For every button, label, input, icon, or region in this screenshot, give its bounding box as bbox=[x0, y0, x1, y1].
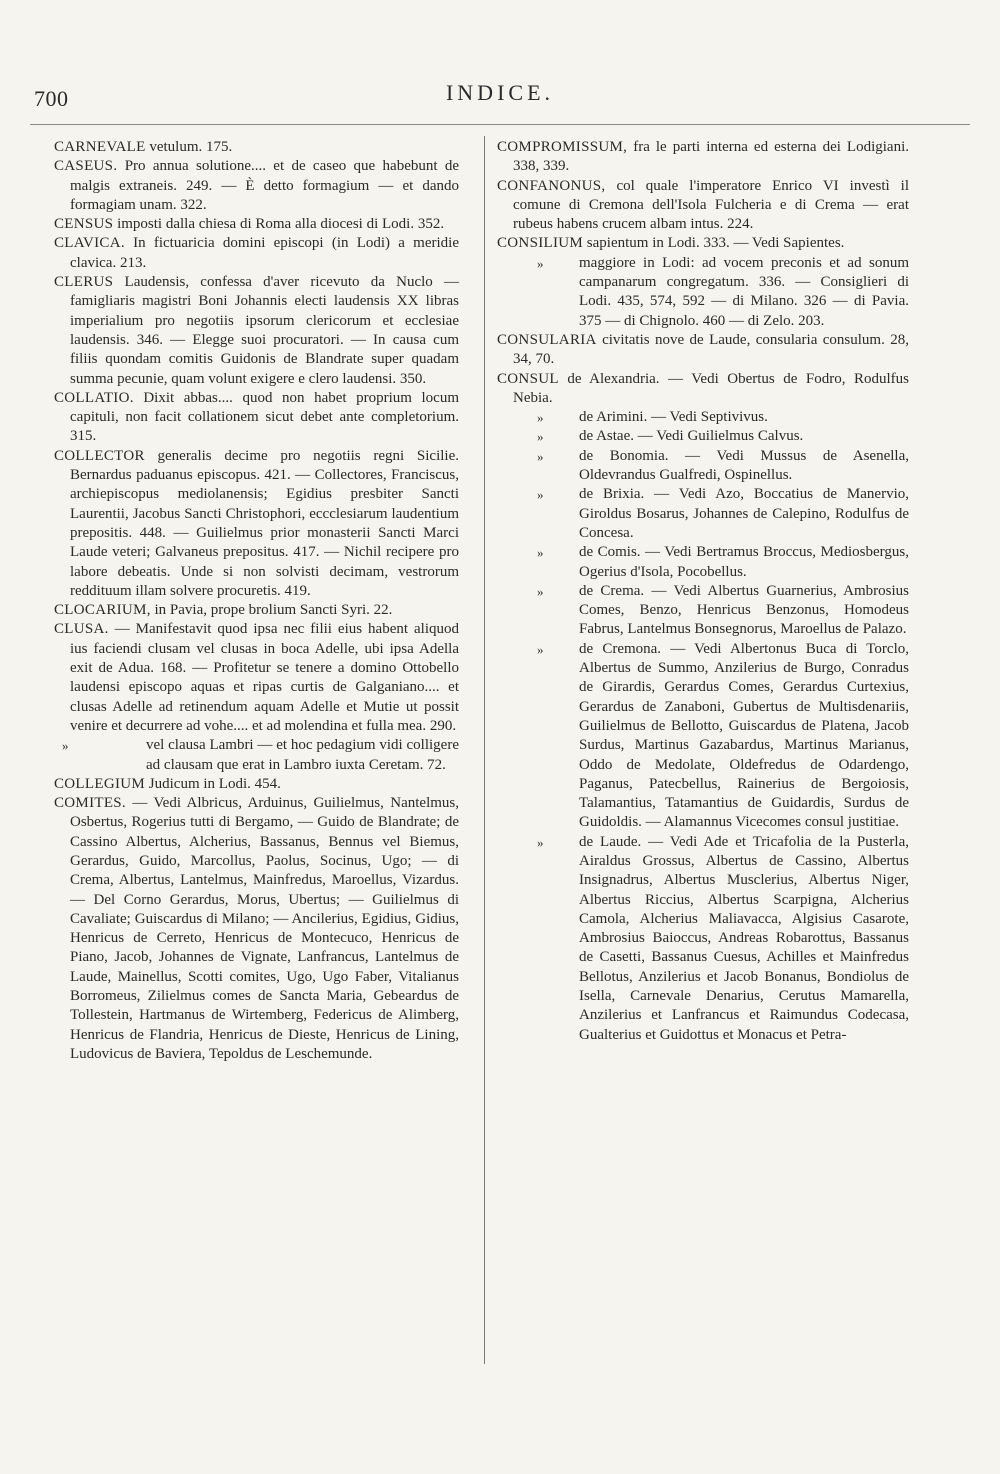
index-entry bbox=[54, 447, 459, 601]
subentry-mark: » bbox=[537, 641, 544, 657]
entry-headword: CONFANONUS, bbox=[497, 177, 606, 194]
index-entry bbox=[497, 177, 909, 235]
header-rule bbox=[30, 124, 970, 125]
subentry-text: de Comis. — Vedi Bertramus Broccus, Mediosbergus, Ogerius d'Isola, Pocobellus. bbox=[579, 544, 909, 580]
column-divider bbox=[484, 136, 485, 1364]
entry-text: generalis decime pro negotiis regni Sicilie. Bernardus paduanus episcopus. 421. — Collectores, Franciscus, archiepiscopus mediolanensis; Egidius presbiter Sancti Laurentii, Jacobus Sancti Christophori, eccclesiarum laudentium prepositis. 448. — Guilielmus prior monasterii Sancti Marci Laude veteri; Galvaneus prepositus. 417. — Nichil recipere pro labore debeatis. Unde si non solvisti decimam, vestrorum reddituum illam solvere procuretis. 419. bbox=[70, 447, 459, 599]
subentry-mark: » bbox=[537, 583, 544, 599]
entry-text: imposti dalla chiesa di Roma alla diocesi di Lodi. 352. bbox=[113, 216, 445, 233]
index-subentry bbox=[54, 736, 459, 775]
index-entry bbox=[54, 234, 459, 273]
index-entry bbox=[54, 157, 459, 215]
subentry-text: de Arimini. — Vedi Septivivus. bbox=[579, 409, 768, 426]
left-column bbox=[54, 138, 459, 1064]
index-subentry bbox=[497, 485, 909, 543]
entry-headword: COLLECTOR bbox=[54, 447, 145, 464]
subentry-mark: » bbox=[537, 410, 544, 426]
subentry-mark: » bbox=[537, 545, 544, 561]
entry-text: — Vedi Albricus, Arduinus, Guilielmus, Nantelmus, Osbertus, Rogerius tutti di Bergamo, — Guido de Blandrate; de Cassino Albertus, Alcherius, Bassanus, Bennus vel Biemus, Gerardus, Guido, Marcollus, Paolus, Socinus, Ugo; — di Crema, Albertus, Lantelmus, Mainfredus, Maroellus, Vizardus. — Del Corno Gerardus, Morus, Ubertus; — Guilielmus di Cavaliate; Guiscardus di Milano; — Ancilerius, Egidius, Gidius, Henricus de Cerreto, Henricus de Montecuco, Henricus de Piano, Jacob, Johannes de Vignate, Lanfrancus, Lantelmus de Laude, Mainellus, Scotti comites, Ugo, Ugo Faber, Vitalianus Borromeus, Zilielmus comes de Sancta Maria, Gebeardus de Tollestein, Hartmanus de Wirtemberg, Federicus de Alimberg, Henricus de Flandria, Henricus de Dieste, Henricus de Lining, Ludovicus de Baviera, Tepoldus de Leschemunde. bbox=[70, 795, 459, 1062]
index-entry bbox=[497, 331, 909, 370]
index-entry bbox=[54, 389, 459, 447]
entry-text: vetulum. 175. bbox=[145, 139, 233, 155]
entry-text: fra le parti interna ed esterna dei Lodigiani. 338, 339. bbox=[513, 139, 909, 175]
entry-headword: COMPROMISSUM, bbox=[497, 139, 628, 155]
subentry-text: de Brixia. — Vedi Azo, Boccatius de Manervio, Giroldus Bosarus, Johannes de Calepino, Rodulfus de Concesa. bbox=[579, 486, 909, 541]
entry-text: de Alexandria. — Vedi Obertus de Fodro, Rodulfus Nebia. bbox=[513, 370, 909, 406]
subentry-text: de Bonomia. — Vedi Mussus de Asenella, Oldevrandus Gualfredi, Ospinellus. bbox=[579, 447, 909, 484]
entry-headword: CLERUS bbox=[54, 274, 114, 291]
entry-headword: CLAVICA. bbox=[54, 235, 125, 252]
subentry-text: maggiore in Lodi: ad vocem preconis et ad sonum campanarum congregatum. 336. — Consiglieri di Lodi. 435, 574, 592 — di Milano. 326 — di Pavia. 375 — di Chignolo. 460 — di Zelo. 203. bbox=[579, 254, 909, 329]
entry-headword: COMITES. bbox=[54, 795, 126, 812]
entry-text: In fictuaricia domini episcopi (in Lodi) a meridie clavica. 213. bbox=[70, 235, 459, 271]
page-number: 700 bbox=[34, 86, 69, 111]
subentry-mark: » bbox=[537, 834, 544, 850]
entry-text: in Pavia, prope brolium Sancti Syri. 22. bbox=[150, 602, 393, 619]
subentry-mark: » bbox=[537, 448, 544, 464]
subentry-mark: » bbox=[537, 429, 544, 445]
index-entry bbox=[54, 601, 459, 620]
index-subentry bbox=[497, 833, 909, 1045]
entry-text: — Manifestavit quod ipsa nec filii eius habent aliquod ius faciendi clusam vel clusas in boca Adelle, ubi ipsa Adella exit de Adua. 168. — Profitetur se tenere a domino Ottobello laudensi episcopo aquas et ripas curtis de Galganiano.... et clusas Adelle ad retinendum aquam Adelle et Mutie ut possit venire et decurrere ad vohe.... et ad molendina et fulla mea. 290. bbox=[70, 621, 459, 734]
entry-headword: CLUSA. bbox=[54, 621, 109, 638]
subentry-text: vel clausa Lambri — et hoc pedagium vidi colligere ad clausam que erat in Lambro iuxta Ceretam. 72. bbox=[146, 737, 459, 773]
index-entry bbox=[54, 794, 459, 1064]
index-entry bbox=[497, 234, 909, 253]
index-entry bbox=[54, 138, 459, 157]
entry-headword: CARNEVALE bbox=[54, 139, 146, 155]
subentry-text: de Crema. — Vedi Albertus Guarnerius, Ambrosius Comes, Benzo, Henricus Benzonus, Homodeus Fabrus, Lantelmus Bonsegnorus, Maroellus de Palazo. bbox=[579, 582, 909, 638]
entry-headword: CASEUS. bbox=[54, 158, 118, 175]
entry-headword: COLLEGIUM bbox=[54, 775, 146, 792]
index-subentry bbox=[497, 427, 909, 446]
index-entry bbox=[54, 273, 459, 389]
subentry-text: de Cremona. — Vedi Albertonus Buca di Torclo, Albertus de Summo, Anzilerius de Burgo, Conradus de Girardis, Gerardus Comes, Gerardus Curtexius, Gerardus de Zanaboni, Gubertus de Multisdenariis, Guilielmus de Bellotto, Guiscardus de Platena, Jacob Surdus, Martinus Gazabardus, Martinus Marianus, Oddo de Medolate, Oldefredus de Odardengo, Paganus, Patecbellus, Rainerius de Bergoiosis, Talamantius, Tatamantius de Guidardis, Surdus de Guidoldis. — Alamannus Vicecomes consul justitiae. bbox=[579, 640, 909, 831]
subentry-mark: » bbox=[62, 738, 69, 754]
index-subentry bbox=[497, 254, 909, 331]
index-subentry bbox=[497, 543, 909, 582]
entry-headword: COLLATIO. bbox=[54, 389, 134, 406]
subentry-text: de Laude. — Vedi Ade et Tricafolia de la Pusterla, Airaldus Grossus, Albertus de Cassino, Albertus Insignadrus, Albertus Musclerius, Albertus Niger, Albertus Riccius, Albertus Scarpigna, Alcherius Camola, Alcherius Maliavacca, Algisius Casarote, Ambrosius Baioccus, Andreas Robarottus, Bassanus de Casetti, Bassanus Cuesus, Achilles et Mainfredus Bellotus, Anzilerius et Jacob Bonanus, Bondiolus de Isella, Carnevale Denarius, Cerutus Mamarella, Anzilerius et Lanfrancus et Raimundus Codecasa, Gualterius et Guidottus et Monacus et Petra- bbox=[579, 833, 909, 1043]
entry-text: Pro annua solutione.... et de caseo que habebunt de malgis extraneis. 249. — È detto formagium — et dando formagiam unam. 322. bbox=[70, 158, 459, 213]
subentry-text: de Astae. — Vedi Guilielmus Calvus. bbox=[579, 428, 804, 445]
entry-text: Laudensis, confessa d'aver ricevuto da Nuclo — famigliaris magistri Boni Johannis electi laudensis XX libras imperialium pro negotiis ipsorum clericorum et ecclesiae laudensis. 346. — Elegge suoi procuratori. — In causa cum filiis quondam comitis Guidonis de Blandrate super quadam summa pecunie, quam volunt exigere e clero laudensi. 350. bbox=[70, 274, 459, 387]
entry-text: civitatis nove de Laude, consularia consulum. 28, 34, 70. bbox=[513, 331, 909, 368]
right-column bbox=[497, 138, 909, 1045]
page-title: INDICE. bbox=[445, 80, 555, 105]
index-subentry bbox=[497, 447, 909, 486]
entry-text: Dixit abbas.... quod non habet proprium locum capituli, non facit collationem sicut debet ante completorium. 315. bbox=[70, 389, 459, 445]
subentry-mark: » bbox=[537, 255, 544, 271]
index-entry bbox=[54, 775, 459, 794]
index-subentry bbox=[497, 582, 909, 640]
index-subentry bbox=[497, 640, 909, 833]
index-entry bbox=[54, 620, 459, 736]
entry-headword: CLOCARIUM, bbox=[54, 602, 151, 619]
entry-headword: CONSILIUM bbox=[497, 235, 584, 252]
entry-headword: CONSULARIA bbox=[497, 331, 597, 348]
index-entry bbox=[497, 138, 909, 177]
index-entry bbox=[54, 215, 459, 234]
entry-headword: CENSUS bbox=[54, 216, 114, 233]
entry-headword: CONSUL bbox=[497, 370, 559, 387]
entry-text: sapientum in Lodi. 333. — Vedi Sapientes. bbox=[583, 235, 845, 252]
index-entry bbox=[497, 370, 909, 409]
entry-text: col quale l'imperatore Enrico VI investì il comune di Cremona dell'Isola Fulcheria e di Crema — erat rubeus habens crucem albam intus. 224. bbox=[513, 177, 909, 233]
index-subentry bbox=[497, 408, 909, 427]
entry-text: Judicum in Lodi. 454. bbox=[145, 775, 281, 792]
subentry-mark: » bbox=[537, 487, 544, 503]
